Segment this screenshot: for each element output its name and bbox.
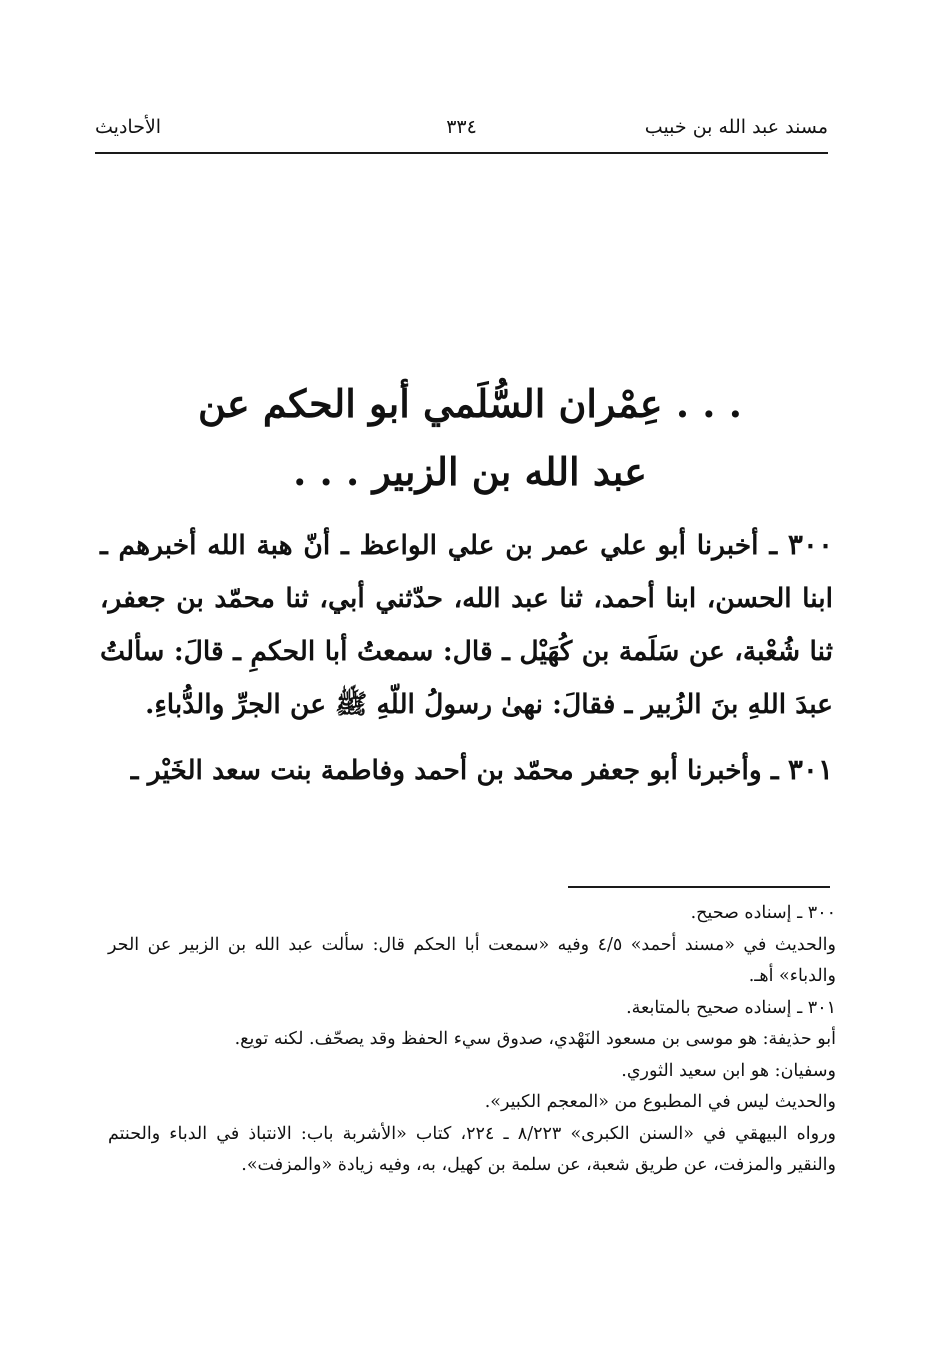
footnote-300-body: والحديث في «مسند أحمد» ٤/٥ وفيه «سمعت أبا الحكم قال: سألت عبد الله بن الزبير عن الحر والدباء» أهـ.	[108, 934, 836, 986]
main-text	[100, 518, 833, 797]
footnote-301-paragraph-4: ورواه البيهقي في «السنن الكبرى» ٨/٢٢٣ ـ ٢٢٤، كتاب «الأشربة باب: الانتباذ في الدباء والحنتم والنقير والمزفت، عن طريق شعبة، عن سلمة بن كهيل، به، وفيه زيادة «والمزفت».	[108, 1123, 836, 1175]
header-book-title: مسند عبد الله بن خبيب	[644, 116, 828, 138]
hadith-300-number: ٣٠٠	[787, 528, 833, 561]
footnotes	[108, 898, 836, 1182]
hadith-300	[100, 518, 833, 731]
footnote-300-heading: ٣٠٠ ـ إسناده صحيح.	[690, 903, 836, 923]
hadith-301-text: ـ وأخبرنا أبو جعفر محمّد بن أحمد وفاطمة بنت سعد الخَيْر ـ	[130, 755, 788, 786]
footnote-301-paragraph-3: والحديث ليس في المطبوع من «المعجم الكبير».	[484, 1092, 836, 1112]
footnote-301-heading: ٣٠١ ـ إسناده صحيح بالمتابعة.	[626, 997, 836, 1018]
footnote-separator	[568, 886, 830, 888]
hadith-300-text: ـ أخبرنا أبو علي عمر بن علي الواعظ ـ أنّ هبة الله أخبرهم ـ ابنا الحسن، ابنا أحمد، ثنا عبد الله، حدّثني أبي، ثنا محمّد بن جعفر، ثنا شُعْبة، عن سَلَمة بن كُهَيْل ـ قال: سمعتُ أبا الحكمِ ـ قالَ: سألتُ عبدَ اللهِ بنَ الزُبير ـ فقالَ: نهىٰ رسولُ اللّهِ ﷺ عن الجرِّ والدُّباءِ.	[100, 530, 833, 720]
hadith-301	[100, 743, 833, 797]
chapter-heading-line-1: . . . عِمْران السُّلَمي أبو الحكم عن	[198, 381, 742, 426]
footnote-301-paragraph-1: أبو حذيفة: هو موسى بن مسعود النَهْدي، صدوق سيء الحفظ وقد يصحّف. لكنه تويع.	[234, 1029, 836, 1049]
header-section-title: الأحاديث	[95, 116, 162, 138]
running-header	[95, 112, 828, 154]
chapter-heading	[150, 370, 790, 506]
page-number: ٣٣٤	[446, 116, 477, 138]
hadith-301-number: ٣٠١	[787, 753, 833, 786]
chapter-heading-line-2: عبد الله بن الزبير . . .	[293, 449, 647, 494]
footnote-301-paragraph-2: وسفيان: هو ابن سعيد الثوري.	[621, 1060, 836, 1081]
